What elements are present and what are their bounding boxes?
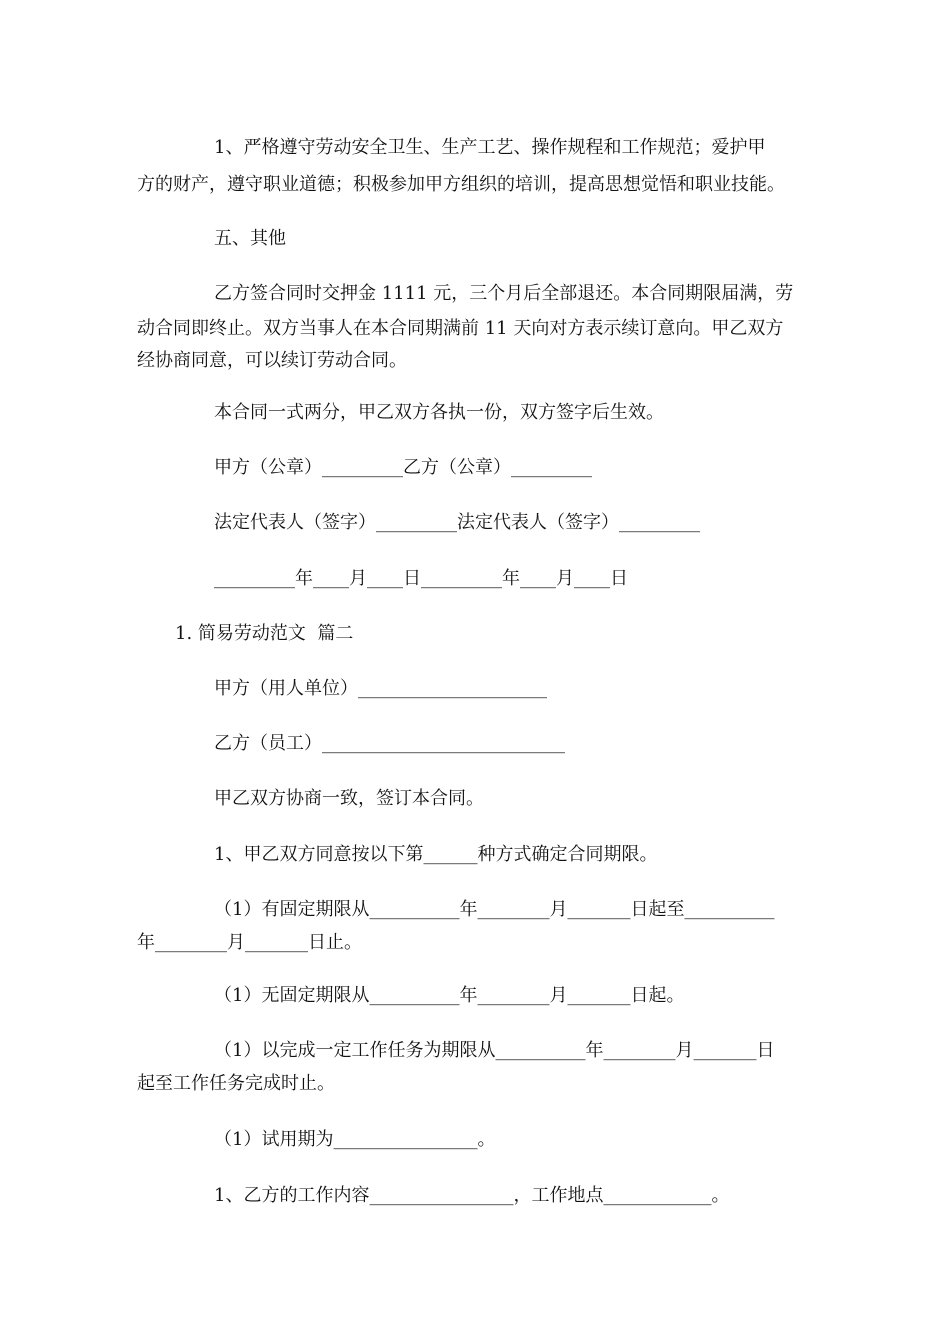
section-heading-other: 五、其他 [214,228,286,249]
probation-line: （1）试用期为________________。 [214,1129,496,1150]
fixed-term-line1: （1）有固定期限从__________年________月_______日起至__________ [214,899,775,920]
deposit-clause-line3: 经协商同意，可以续订劳动合同。 [137,350,407,371]
deposit-clause-line1: 乙方签合同时交押金 1111 元，三个月后全部退还。本合同期限届满，劳 [214,283,794,304]
date-line: _________年____月____日_________年____月____日 [214,568,628,589]
task-term-line1: （1）以完成一定工作任务为期限从__________年________月_______日 [214,1040,775,1061]
deposit-clause-line2: 动合同即终止。双方当事人在本合同期满前 11 天向对方表示续订意向。甲乙双方 [137,318,784,339]
clause-obey-rules-line2: 方的财产，遵守职业道德；积极参加甲方组织的培训，提高思想觉悟和职业技能。 [137,174,785,195]
task-term-line2: 起至工作任务完成时止。 [137,1073,335,1094]
agreement-statement: 甲乙双方协商一致，签订本合同。 [214,788,484,809]
party-a-employer-line: 甲方（用人单位）_____________________ [214,678,547,699]
section-title-part-two: 1. 简易劳动范文 篇二 [175,623,354,644]
work-content-line: 1、乙方的工作内容________________，工作地点____________。 [214,1185,730,1206]
legal-rep-signature-line: 法定代表人（签字）_________法定代表人（签字）_________ [214,512,700,533]
fixed-term-line2: 年________月_______日止。 [137,932,362,953]
term-method-clause: 1、甲乙双方同意按以下第______种方式确定合同期限。 [214,844,658,865]
clause-obey-rules-line1: 1、严格遵守劳动安全卫生、生产工艺、操作规程和工作规范；爱护甲 [214,137,766,158]
seal-line: 甲方（公章）_________乙方（公章）_________ [214,457,592,478]
party-b-employee-line: 乙方（员工）___________________________ [214,733,565,754]
copies-clause: 本合同一式两分，甲乙双方各执一份，双方签字后生效。 [214,402,664,423]
open-term-line: （1）无固定期限从__________年________月_______日起。 [214,985,685,1006]
